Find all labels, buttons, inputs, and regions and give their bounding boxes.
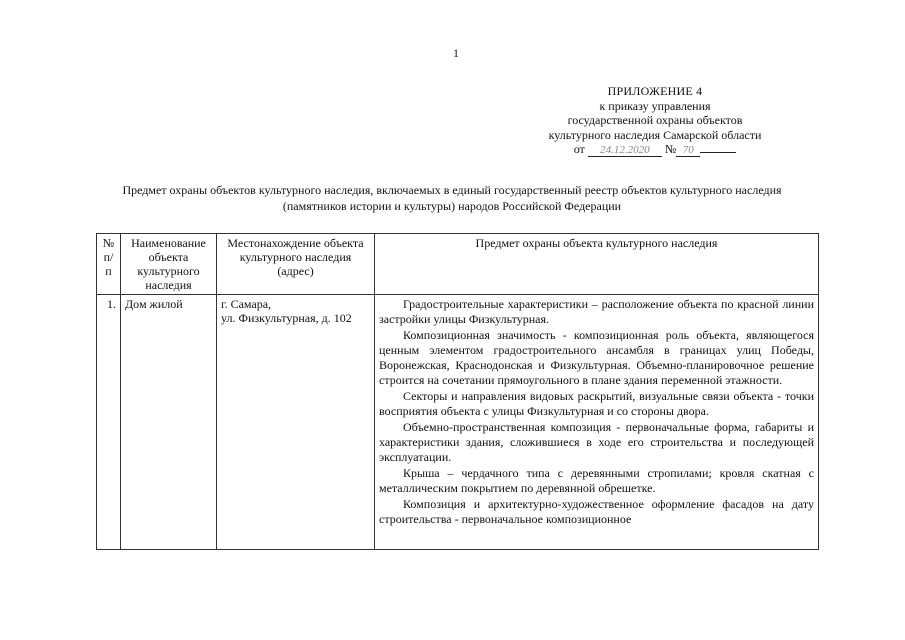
order-line xyxy=(520,142,790,157)
appendix-line: культурного наследия Самарской области xyxy=(548,127,762,142)
appendix-line: к приказу управления xyxy=(599,98,711,113)
subject-paragraph: Композиционная значимость - композиционная роль объекта, являющегося ценным элементом градостроительного ансамбля в границах улиц Победы, Воронежская, Краснодонская и Физкультурная. Объемно-планировочное решение строится на сочетании прямоугольного в плане здания переменной этажности. xyxy=(379,328,814,387)
appendix-title: ПРИЛОЖЕНИЕ 4 xyxy=(607,84,703,98)
document-heading: Предмет охраны объектов культурного наследия, включаемых в единый государственный реестр объектов культурного наследия (памятников истории и культуры) народов Российской Федерации xyxy=(122,183,782,213)
header-num: № п/п xyxy=(97,234,121,295)
page-number: 1 xyxy=(453,46,459,60)
order-prefix: от xyxy=(573,142,585,156)
table-header-row xyxy=(97,234,819,295)
subject-paragraph: Секторы и направления видовых раскрытий, визуальные связи объекта - точки восприятия объекта с улицы Физкультурная и со стороны двора. xyxy=(379,389,814,418)
order-number-label: № xyxy=(664,142,677,156)
heritage-table xyxy=(96,233,819,550)
subject-paragraph: Объемно-пространственная композиция - первоначальные форма, габариты и характеристики здания, сложившиеся в ходе его строительства и последующей эксплуатации. xyxy=(379,420,814,464)
subject-paragraph: Композиция и архитектурно-художественное оформление фасадов на дату строительства - первоначальное композиционное xyxy=(379,497,814,526)
order-date: 24.12.2020 xyxy=(588,144,662,157)
address-city: г. Самара, xyxy=(221,297,272,311)
header-name: Наименование объекта культурного наследия xyxy=(121,234,217,295)
appendix-block xyxy=(520,84,790,157)
address-street: ул. Физкультурная, д. 102 xyxy=(221,311,352,325)
row-num: 1. xyxy=(97,295,121,550)
header-subject: Предмет охраны объекта культурного наследия xyxy=(375,234,819,295)
header-address: Местонахождение объекта культурного наследия (адрес) xyxy=(217,234,375,295)
subject-paragraph: Градостроительные характеристики – расположение объекта по красной линии застройки улицы Физкультурная. xyxy=(379,297,814,326)
order-number: 70 xyxy=(676,144,700,157)
row-address xyxy=(217,295,375,550)
order-number-underline xyxy=(700,152,736,153)
appendix-line: государственной охраны объектов xyxy=(567,113,743,127)
row-subject xyxy=(375,295,819,550)
table-row xyxy=(97,295,819,550)
row-name: Дом жилой xyxy=(121,295,217,550)
subject-paragraph: Крыша – чердачного типа с деревянными стропилами; кровля скатная с металлическим покрытием по деревянной обрешетке. xyxy=(379,466,814,495)
